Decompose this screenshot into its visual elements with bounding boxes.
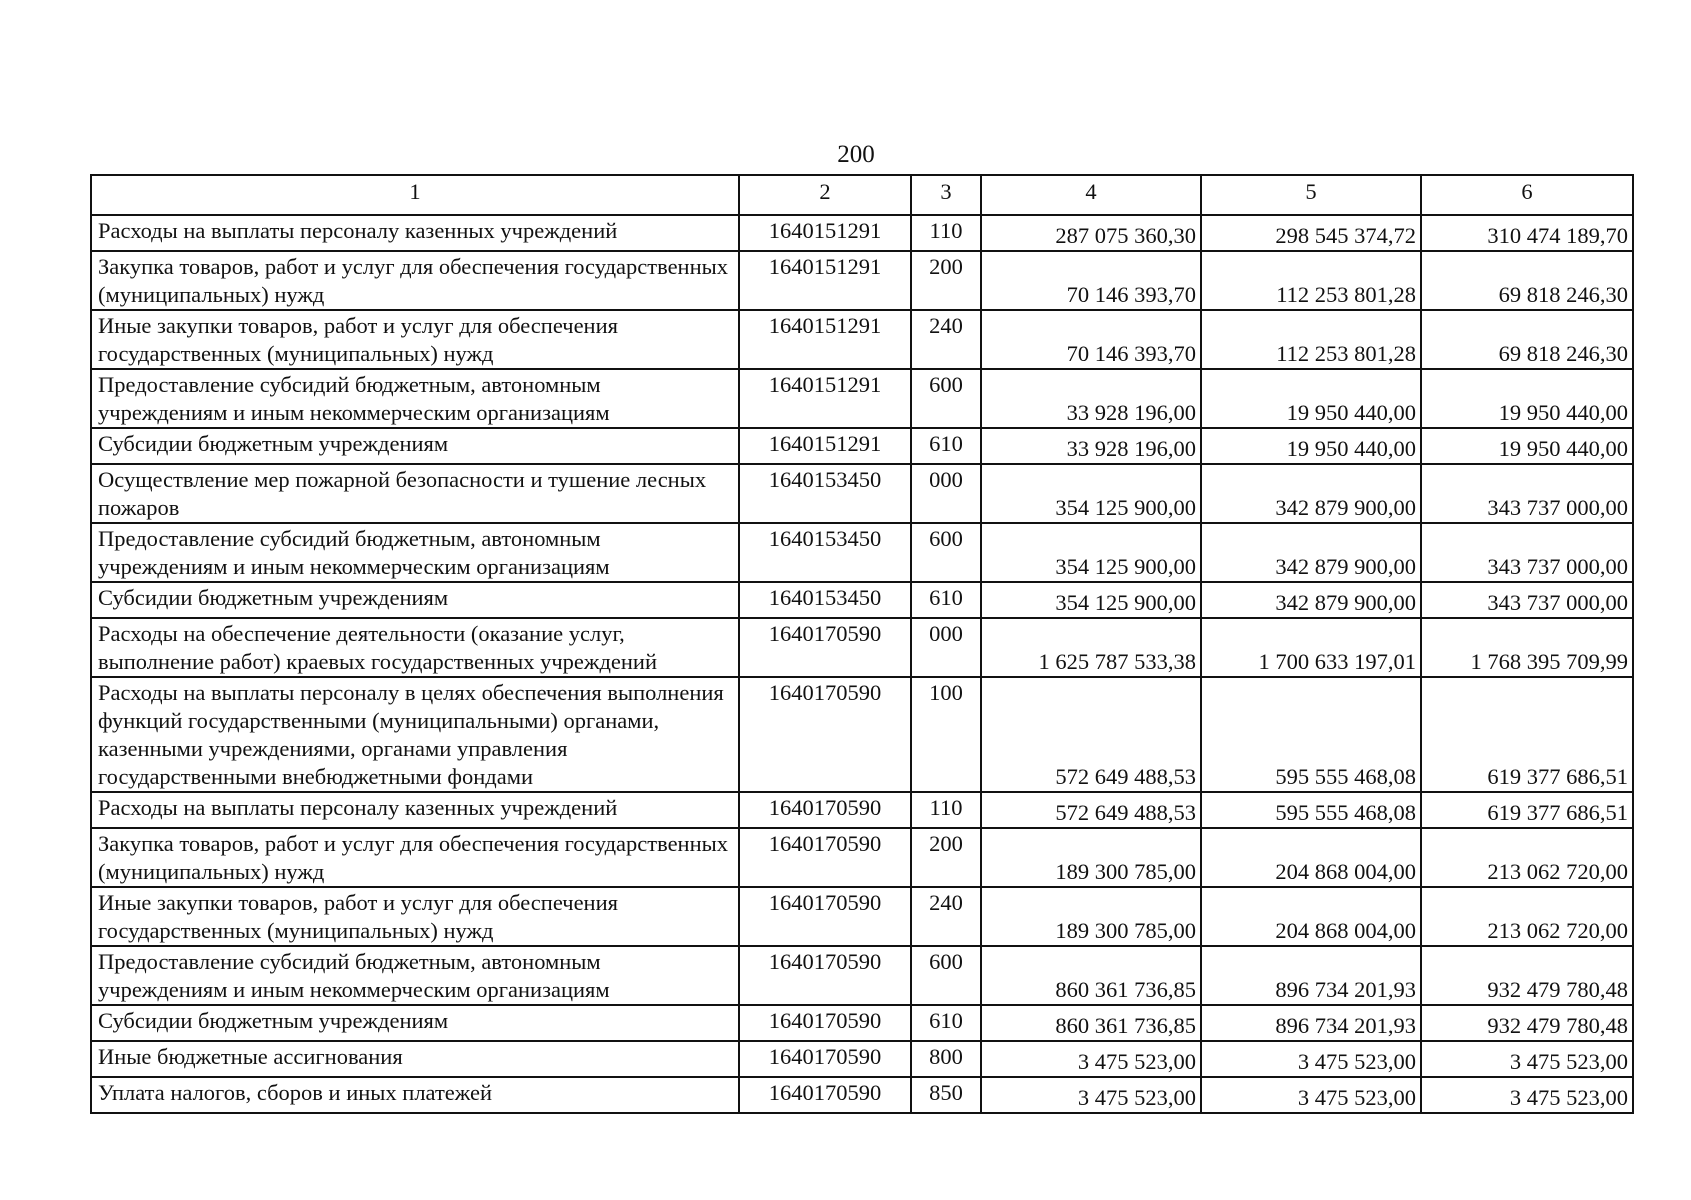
expense-name: Субсидии бюджетным учреждениям bbox=[91, 1005, 739, 1041]
target-code: 1640151291 bbox=[739, 310, 911, 369]
expense-name: Расходы на выплаты персоналу казенных учреждений bbox=[91, 215, 739, 251]
table-row bbox=[91, 582, 1633, 618]
table-row bbox=[91, 828, 1633, 887]
amount-col-4: 189 300 785,00 bbox=[981, 828, 1201, 887]
table-row bbox=[91, 677, 1633, 792]
expense-name: Предоставление субсидий бюджетным, автономным учреждениям и иным некоммерческим организациям bbox=[91, 946, 739, 1005]
table-row bbox=[91, 1077, 1633, 1113]
expense-type-code: 200 bbox=[911, 251, 981, 310]
header-cell-3: 3 bbox=[911, 175, 981, 215]
amount-col-6: 213 062 720,00 bbox=[1421, 887, 1633, 946]
expense-type-code: 600 bbox=[911, 523, 981, 582]
expense-type-code: 240 bbox=[911, 887, 981, 946]
table-row bbox=[91, 464, 1633, 523]
amount-col-5: 19 950 440,00 bbox=[1201, 428, 1421, 464]
amount-col-4: 70 146 393,70 bbox=[981, 251, 1201, 310]
target-code: 1640170590 bbox=[739, 792, 911, 828]
amount-col-5: 896 734 201,93 bbox=[1201, 946, 1421, 1005]
expense-name: Предоставление субсидий бюджетным, автономным учреждениям и иным некоммерческим организациям bbox=[91, 523, 739, 582]
expense-name: Уплата налогов, сборов и иных платежей bbox=[91, 1077, 739, 1113]
target-code: 1640151291 bbox=[739, 369, 911, 428]
table-row bbox=[91, 792, 1633, 828]
amount-col-6: 619 377 686,51 bbox=[1421, 677, 1633, 792]
amount-col-5: 3 475 523,00 bbox=[1201, 1077, 1421, 1113]
budget-table bbox=[90, 174, 1634, 1114]
amount-col-4: 1 625 787 533,38 bbox=[981, 618, 1201, 677]
amount-col-4: 70 146 393,70 bbox=[981, 310, 1201, 369]
expense-name: Расходы на обеспечение деятельности (оказание услуг, выполнение работ) краевых государственных учреждений bbox=[91, 618, 739, 677]
target-code: 1640151291 bbox=[739, 251, 911, 310]
table-row bbox=[91, 946, 1633, 1005]
expense-name: Расходы на выплаты персоналу казенных учреждений bbox=[91, 792, 739, 828]
table-row bbox=[91, 251, 1633, 310]
expense-type-code: 610 bbox=[911, 582, 981, 618]
amount-col-5: 204 868 004,00 bbox=[1201, 828, 1421, 887]
table-row bbox=[91, 310, 1633, 369]
target-code: 1640170590 bbox=[739, 1077, 911, 1113]
amount-col-5: 342 879 900,00 bbox=[1201, 464, 1421, 523]
expense-type-code: 600 bbox=[911, 369, 981, 428]
expense-type-code: 240 bbox=[911, 310, 981, 369]
table-row bbox=[91, 887, 1633, 946]
amount-col-4: 3 475 523,00 bbox=[981, 1041, 1201, 1077]
target-code: 1640170590 bbox=[739, 946, 911, 1005]
expense-name: Расходы на выплаты персоналу в целях обеспечения выполнения функций государственными (муниципальными) органами, казенными учреждениями, органами управления государственными внебюджетными фондами bbox=[91, 677, 739, 792]
amount-col-4: 287 075 360,30 bbox=[981, 215, 1201, 251]
amount-col-4: 572 649 488,53 bbox=[981, 792, 1201, 828]
amount-col-6: 343 737 000,00 bbox=[1421, 523, 1633, 582]
expense-type-code: 110 bbox=[911, 792, 981, 828]
table-row bbox=[91, 618, 1633, 677]
amount-col-5: 1 700 633 197,01 bbox=[1201, 618, 1421, 677]
amount-col-4: 354 125 900,00 bbox=[981, 582, 1201, 618]
target-code: 1640170590 bbox=[739, 887, 911, 946]
amount-col-4: 572 649 488,53 bbox=[981, 677, 1201, 792]
header-cell-5: 5 bbox=[1201, 175, 1421, 215]
expense-type-code: 200 bbox=[911, 828, 981, 887]
amount-col-4: 33 928 196,00 bbox=[981, 369, 1201, 428]
amount-col-6: 19 950 440,00 bbox=[1421, 369, 1633, 428]
expense-name: Осуществление мер пожарной безопасности и тушение лесных пожаров bbox=[91, 464, 739, 523]
header-cell-2: 2 bbox=[739, 175, 911, 215]
amount-col-6: 1 768 395 709,99 bbox=[1421, 618, 1633, 677]
expense-type-code: 000 bbox=[911, 618, 981, 677]
target-code: 1640170590 bbox=[739, 1041, 911, 1077]
amount-col-5: 342 879 900,00 bbox=[1201, 523, 1421, 582]
header-cell-1: 1 bbox=[91, 175, 739, 215]
amount-col-5: 112 253 801,28 bbox=[1201, 310, 1421, 369]
amount-col-5: 298 545 374,72 bbox=[1201, 215, 1421, 251]
expense-type-code: 610 bbox=[911, 428, 981, 464]
amount-col-4: 860 361 736,85 bbox=[981, 1005, 1201, 1041]
amount-col-6: 619 377 686,51 bbox=[1421, 792, 1633, 828]
table-row bbox=[91, 369, 1633, 428]
amount-col-6: 343 737 000,00 bbox=[1421, 464, 1633, 523]
amount-col-5: 896 734 201,93 bbox=[1201, 1005, 1421, 1041]
expense-name: Субсидии бюджетным учреждениям bbox=[91, 582, 739, 618]
header-row bbox=[91, 175, 1633, 215]
expense-type-code: 000 bbox=[911, 464, 981, 523]
amount-col-6: 69 818 246,30 bbox=[1421, 310, 1633, 369]
amount-col-4: 33 928 196,00 bbox=[981, 428, 1201, 464]
amount-col-5: 595 555 468,08 bbox=[1201, 792, 1421, 828]
table-row bbox=[91, 1005, 1633, 1041]
amount-col-4: 860 361 736,85 bbox=[981, 946, 1201, 1005]
amount-col-6: 3 475 523,00 bbox=[1421, 1077, 1633, 1113]
amount-col-6: 310 474 189,70 bbox=[1421, 215, 1633, 251]
amount-col-4: 189 300 785,00 bbox=[981, 887, 1201, 946]
header-cell-4: 4 bbox=[981, 175, 1201, 215]
amount-col-4: 354 125 900,00 bbox=[981, 523, 1201, 582]
expense-type-code: 610 bbox=[911, 1005, 981, 1041]
expense-type-code: 850 bbox=[911, 1077, 981, 1113]
table-row bbox=[91, 1041, 1633, 1077]
amount-col-4: 354 125 900,00 bbox=[981, 464, 1201, 523]
expense-name: Предоставление субсидий бюджетным, автономным учреждениям и иным некоммерческим организациям bbox=[91, 369, 739, 428]
amount-col-6: 3 475 523,00 bbox=[1421, 1041, 1633, 1077]
expense-type-code: 110 bbox=[911, 215, 981, 251]
target-code: 1640170590 bbox=[739, 677, 911, 792]
target-code: 1640153450 bbox=[739, 582, 911, 618]
expense-type-code: 100 bbox=[911, 677, 981, 792]
amount-col-5: 112 253 801,28 bbox=[1201, 251, 1421, 310]
amount-col-6: 213 062 720,00 bbox=[1421, 828, 1633, 887]
amount-col-5: 204 868 004,00 bbox=[1201, 887, 1421, 946]
table-row bbox=[91, 523, 1633, 582]
target-code: 1640170590 bbox=[739, 1005, 911, 1041]
expense-name: Субсидии бюджетным учреждениям bbox=[91, 428, 739, 464]
amount-col-6: 19 950 440,00 bbox=[1421, 428, 1633, 464]
amount-col-5: 595 555 468,08 bbox=[1201, 677, 1421, 792]
expense-name: Иные бюджетные ассигнования bbox=[91, 1041, 739, 1077]
expense-name: Закупка товаров, работ и услуг для обеспечения государственных (муниципальных) нужд bbox=[91, 828, 739, 887]
amount-col-6: 932 479 780,48 bbox=[1421, 946, 1633, 1005]
amount-col-6: 343 737 000,00 bbox=[1421, 582, 1633, 618]
target-code: 1640151291 bbox=[739, 428, 911, 464]
amount-col-5: 19 950 440,00 bbox=[1201, 369, 1421, 428]
amount-col-5: 3 475 523,00 bbox=[1201, 1041, 1421, 1077]
expense-type-code: 600 bbox=[911, 946, 981, 1005]
table-row bbox=[91, 428, 1633, 464]
page-number: 200 bbox=[837, 141, 875, 168]
target-code: 1640151291 bbox=[739, 215, 911, 251]
target-code: 1640170590 bbox=[739, 828, 911, 887]
expense-name: Иные закупки товаров, работ и услуг для обеспечения государственных (муниципальных) нужд bbox=[91, 887, 739, 946]
target-code: 1640170590 bbox=[739, 618, 911, 677]
expense-name: Иные закупки товаров, работ и услуг для обеспечения государственных (муниципальных) нужд bbox=[91, 310, 739, 369]
table-row bbox=[91, 215, 1633, 251]
expense-type-code: 800 bbox=[911, 1041, 981, 1077]
target-code: 1640153450 bbox=[739, 523, 911, 582]
target-code: 1640153450 bbox=[739, 464, 911, 523]
expense-name: Закупка товаров, работ и услуг для обеспечения государственных (муниципальных) нужд bbox=[91, 251, 739, 310]
amount-col-5: 342 879 900,00 bbox=[1201, 582, 1421, 618]
amount-col-6: 69 818 246,30 bbox=[1421, 251, 1633, 310]
amount-col-6: 932 479 780,48 bbox=[1421, 1005, 1633, 1041]
amount-col-4: 3 475 523,00 bbox=[981, 1077, 1201, 1113]
header-cell-6: 6 bbox=[1421, 175, 1633, 215]
